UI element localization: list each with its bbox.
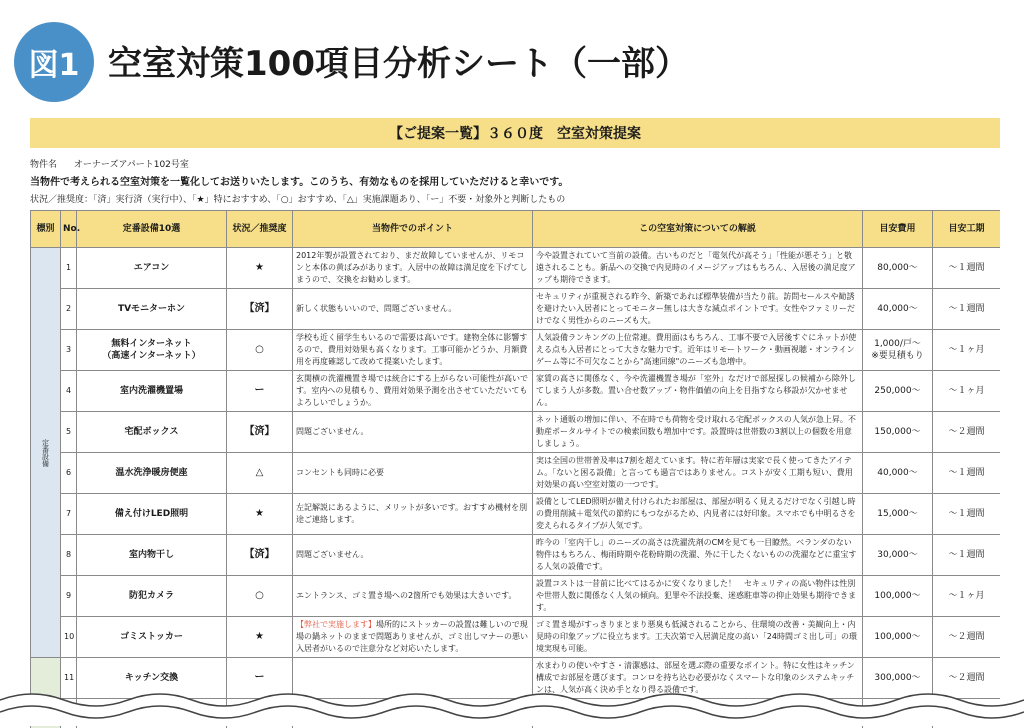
row-explanation [533,248,863,289]
row-equipment: 室内洗濯機置場 [77,371,227,412]
row-explanation-text: 水まわりの使いやすさ・清潔感は、部屋を選ぶ際の重要なポイント。特に女性はキッチン構成でお部屋を選びます。コンロを持ち込む必要がなくスマートな印象のシステムキッチンは、人気が高く決め手となり得る設備です。 [536,660,859,696]
header-no: No. [61,211,77,248]
row-period: 〜１ヶ月 [933,330,1001,371]
table-row [31,453,1001,494]
header-point: 当物件でのポイント [293,211,533,248]
row-period: 〜２週間 [933,617,1001,658]
row-period: 〜１週間 [933,494,1001,535]
row-point [293,576,533,617]
row-period: 〜２週間 [933,412,1001,453]
table-row [31,494,1001,535]
header-cost: 目安費用 [863,211,933,248]
row-explanation [533,330,863,371]
row-period: 〜１週間 [933,289,1001,330]
row-explanation-text: 設備としてLED照明が備え付けられたお部屋は、部屋が明るく見えるだけでなく引越し時の費用削減＋電気代の節約にもつながるため、内見者には好印象。スマホでも中明るさを変えられるタイプが人気です。 [536,496,859,532]
row-status: 【済】 [227,289,293,330]
proposal-sheet [30,118,1000,728]
figure-title: 空室対策100項目分析シート（一部） [108,36,689,85]
table-row [31,330,1001,371]
row-point-text: 問題ございません。 [296,550,368,559]
row-equipment: エアコン [77,248,227,289]
row-status: ★ [227,617,293,658]
table-row [31,371,1001,412]
row-explanation-text: 昨今の「室内干し」のニーズの高さは洗濯洗剤のCMを見ても一目瞭然。ベランダのない物件はもちろん、梅雨時期や花粉時期の洗濯、外に干したくないものの洗濯などに重宝する人気の設備です。 [536,537,859,573]
row-explanation [533,371,863,412]
header-status: 状況／推奨度 [227,211,293,248]
row-cost: 250,000〜 [863,371,933,412]
row-status: ー [227,371,293,412]
row-explanation-text: 人気設備ランキングの上位常連。費用面はもちろん、工事不要で入居後すぐにネットが使える点も入居者にとって大きな魅力です。近年はリモートワーク・動画視聴・オンラインゲーム等に不可欠なことから"高速回線"のニーズも急増中。 [536,332,859,368]
row-cost: 15,000〜 [863,494,933,535]
table-row [31,412,1001,453]
property-name: オーナーズアパート102号室 [74,160,189,170]
row-no: 10 [61,617,77,658]
table-header-row [31,211,1001,248]
row-point-text: 問題ございません。 [296,427,368,436]
row-no: 9 [61,576,77,617]
row-status: ー [227,658,293,699]
row-point [293,412,533,453]
row-explanation [533,535,863,576]
row-equipment: 宅配ボックス [77,412,227,453]
row-cost: 30,000〜 [863,535,933,576]
row-explanation-text: ゴミ置き場がすっきりまとまり悪臭も低減されることから、住環境の改善・美観向上・内見時の印象アップに役立ちます。工夫次第で入居満足度の高い「24時間ゴミ出し可」の環境実現も可能。 [536,619,859,655]
row-explanation-text: 設置コストは一昔前に比べてはるかに安くなりました！ セキュリティの高い物件は性別や世帯人数に関係なく人気の傾向。犯罪や不法投棄、迷惑駐車等の抑止効果も期待できます。 [536,578,859,614]
row-no: 5 [61,412,77,453]
table-row [31,617,1001,658]
row-explanation [533,494,863,535]
row-cost: 100,000〜 [863,576,933,617]
figure-badge: 図1 [14,22,94,102]
row-point-text: 左記解説にあるように、メリットが多いです。おすすめ機材を別途ご連絡します。 [296,503,527,524]
row-no: 1 [61,248,77,289]
legend-text: 状況／推奨度：「済」実行済（実行中）、「★」特におすすめ、「○」おすすめ、「△」実施課題あり、「ー」不要・対象外と判断したもの [30,192,1000,208]
row-point [293,248,533,289]
row-explanation [533,576,863,617]
header-equipment: 定番設備10選 [77,211,227,248]
intro-text: 当物件で考えられる空室対策を一覧化してお送りいたします。このうち、有効なものを採用していただけると幸いです。 [30,174,1000,192]
row-no: 8 [61,535,77,576]
row-no: 4 [61,371,77,412]
row-equipment: 無料インターネット （高速インターネット） [77,330,227,371]
row-status: ★ [227,494,293,535]
row-explanation [533,412,863,453]
row-cost: 80,000〜 [863,248,933,289]
row-explanation [533,617,863,658]
row-status: ○ [227,330,293,371]
row-explanation-text: 今や設置されていて当前の設備。古いものだと「電気代が高そう」「性能が悪そう」と敬遠されることも。新品への交換で内見時のイメージアップはもちろん、入居後の満足度アップも期待できます。 [536,250,859,286]
proposal-table [30,210,1000,728]
row-period: 〜１週間 [933,535,1001,576]
row-equipment: 備え付けLED照明 [77,494,227,535]
row-cost: 1,000/戸〜 ※要見積もり [863,330,933,371]
row-explanation [533,289,863,330]
row-explanation-text: セキュリティが重視される昨今、新築であれば標準装備が当たり前。訪問セールスや勧誘を避けたい入居者にとってモニター無しは大きな減点ポイントです。女性やファミリーだけでなく男性からのニーズも大。 [536,291,859,327]
row-no: 7 [61,494,77,535]
torn-edge-wave [0,686,1024,726]
row-point-text: 2012年製が設置されており、まだ故障していませんが、リモコンと本体の黄ばみがあります。入居中の故障は満足度を下げてしまうので、交換をお勧めします。 [296,251,527,284]
row-period: 〜２週間 [933,658,1001,699]
header-category: 標別 [31,211,61,248]
row-point-text: 学校も近く留学生もいるので需要は高いです。建物全体に影響するので、費用対効果も高くなります。工事可能かどうか、月額費用を再度確認して改めて提案いたします。 [296,333,527,366]
row-cost: 150,000〜 [863,412,933,453]
table-row [31,535,1001,576]
row-explanation-text: 実は全国の世帯普及率は7割を超えています。特に若年層は実家で長く使ってきたアイテム。「ないと困る設備」と言っても過言ではありません。コストが安く工期も短い、費用対効果の高い空室対策の一つです。 [536,455,859,491]
table-row [31,289,1001,330]
row-cost: 300,000〜 [863,658,933,699]
row-status: 【済】 [227,535,293,576]
row-no: 2 [61,289,77,330]
table-row [31,248,1001,289]
row-point [293,453,533,494]
row-no: 3 [61,330,77,371]
row-equipment: キッチン交換 [77,658,227,699]
row-point-text: コンセントも同時に必要 [296,468,384,477]
header-period: 目安工期 [933,211,1001,248]
row-period: 〜１ヶ月 [933,371,1001,412]
row-period: 〜１週間 [933,453,1001,494]
row-status: ★ [227,248,293,289]
row-status: 【済】 [227,412,293,453]
row-status: ○ [227,576,293,617]
property-label: 物件名 [30,160,57,170]
row-point-highlight: 【弊社で実施します】 [296,620,376,629]
row-explanation-text: ネット通販の増加に伴い、不在時でも荷物を受け取れる宅配ボックスの人気が急上昇。不動産ポータルサイトでの検索回数も増加中です。設置時は世帯数の3割以上の個数を用意しましょう。 [536,414,859,450]
row-point [293,371,533,412]
table-row [31,576,1001,617]
row-cost: 40,000〜 [863,289,933,330]
category-cell: 定番設備 [31,248,61,658]
row-point-text: エントランス、ゴミ置き場への2箇所でも効果は大きいです。 [296,591,516,600]
row-explanation [533,453,863,494]
row-equipment: 室内物干し [77,535,227,576]
row-period: 〜１ヶ月 [933,576,1001,617]
row-no: 6 [61,453,77,494]
row-cost: 100,000〜 [863,617,933,658]
row-period: 〜１週間 [933,248,1001,289]
row-point [293,494,533,535]
row-point [293,617,533,658]
row-point [293,535,533,576]
row-point-text: 場所的にストッカーの設置は難しいので現場の鍋ネットのままで問題ありませんが、ゴミ出しマナーの悪い入居者がいるので注意分など対応いたします。 [296,620,528,653]
sheet-banner: 【ご提案一覧】３６０度 空室対策提案 [30,118,1000,148]
row-equipment: ゴミストッカー [77,617,227,658]
property-line [30,158,1000,172]
row-point [293,289,533,330]
row-point-text: 玄関横の洗濯機置き場では統合にする上がらない可能性が高いです。室内への見積もり、費用対効果予測を出させていただいてもよろしいでしょうか。 [296,374,528,407]
row-point-text: 新しく状態もいいので、問題ございません。 [296,304,456,313]
row-explanation-text: 家賃の高さに関係なく、今や洗濯機置き場が「室外」なだけで部屋探しの候補から除外してしまう人が多数。置い合せ数アップ・物件価値の向上を目指すなら移設が欠かせません。 [536,373,859,409]
table-body [31,248,1001,728]
row-cost: 40,000〜 [863,453,933,494]
row-point [293,330,533,371]
row-equipment: TVモニターホン [77,289,227,330]
row-no: 11 [61,658,77,699]
header-explanation: この空室対策についての解説 [533,211,863,248]
row-equipment: 温水洗浄暖房便座 [77,453,227,494]
row-status: △ [227,453,293,494]
row-equipment: 防犯カメラ [77,576,227,617]
